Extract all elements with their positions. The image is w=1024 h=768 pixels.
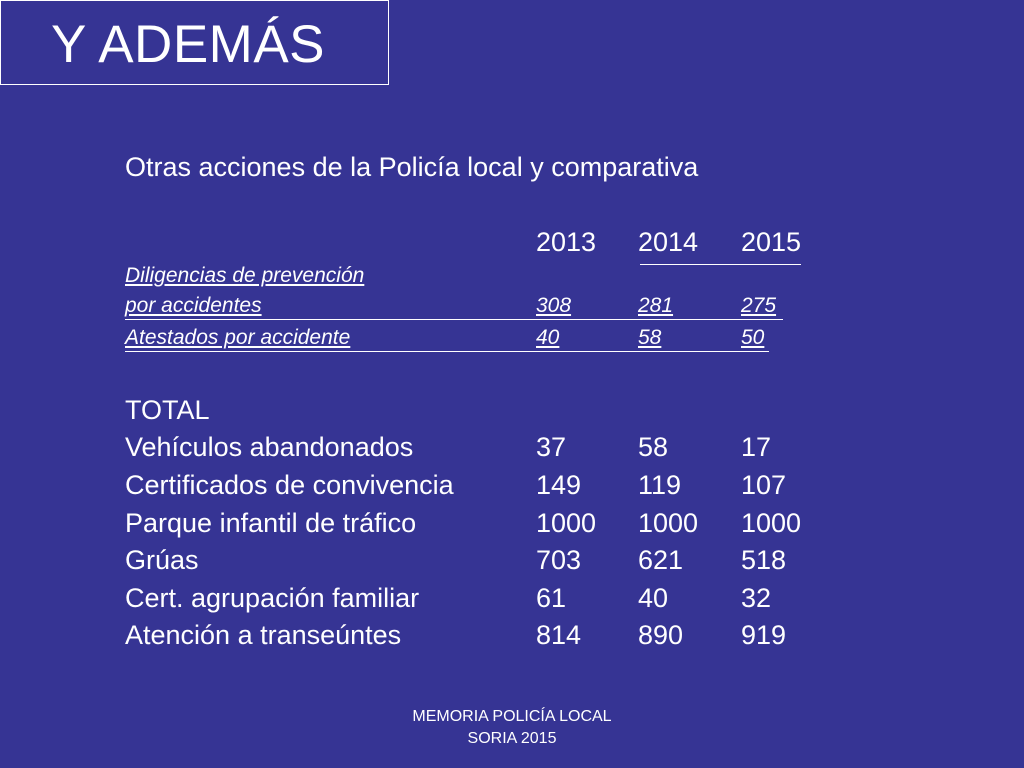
value-2014: 621 bbox=[638, 545, 684, 575]
row-label: Cert. agrupación familiar bbox=[125, 583, 420, 613]
detail-value-2013: 308 bbox=[536, 294, 572, 317]
year-2013: 2013 bbox=[536, 227, 597, 257]
slide-subtitle: Otras acciones de la Policía local y comparativa bbox=[125, 152, 699, 182]
detail-label: por accidentes bbox=[125, 294, 262, 317]
year-2015: 2015 bbox=[741, 227, 802, 257]
row-label: Parque infantil de tráfico bbox=[125, 508, 417, 538]
value-2014: 119 bbox=[638, 470, 682, 500]
value-2013: 37 bbox=[536, 432, 567, 462]
value-2014: 890 bbox=[638, 620, 684, 650]
title-box bbox=[0, 0, 389, 85]
value-2013: 703 bbox=[536, 545, 582, 575]
value-2014: 40 bbox=[638, 583, 669, 613]
row-label: Grúas bbox=[125, 545, 199, 575]
year-underline bbox=[640, 264, 801, 265]
slide-title: Y ADEMÁS bbox=[51, 15, 326, 74]
value-2013: 1000 bbox=[536, 508, 597, 538]
detail-value-2013: 40 bbox=[536, 326, 560, 349]
row-label: Vehículos abandonados bbox=[125, 432, 414, 462]
detail-underline bbox=[125, 319, 783, 320]
value-2015: 518 bbox=[741, 545, 787, 575]
value-2015: 919 bbox=[741, 620, 787, 650]
value-2013: 61 bbox=[536, 583, 567, 613]
value-2014: 58 bbox=[638, 432, 669, 462]
detail-label: Diligencias de prevención bbox=[125, 264, 365, 287]
value-2015: 1000 bbox=[741, 508, 802, 538]
detail-label: Atestados por accidente bbox=[125, 326, 351, 349]
year-2014: 2014 bbox=[638, 227, 699, 257]
detail-underline bbox=[125, 351, 769, 352]
detail-value-2015: 275 bbox=[741, 294, 777, 317]
detail-value-2014: 58 bbox=[638, 326, 662, 349]
value-2015: 17 bbox=[741, 432, 772, 462]
row-label: Certificados de convivencia bbox=[125, 470, 454, 500]
value-2013: 149 bbox=[536, 470, 582, 500]
value-2015: 107 bbox=[741, 470, 787, 500]
value-2015: 32 bbox=[741, 583, 772, 613]
total-heading: TOTAL bbox=[125, 395, 210, 425]
footer-line-2: SORIA 2015 bbox=[467, 730, 557, 747]
detail-value-2015: 50 bbox=[741, 326, 765, 349]
value-2014: 1000 bbox=[638, 508, 699, 538]
detail-value-2014: 281 bbox=[638, 294, 674, 317]
footer-line-1: MEMORIA POLICÍA LOCAL bbox=[412, 708, 612, 725]
value-2013: 814 bbox=[536, 620, 582, 650]
footer bbox=[0, 706, 1024, 750]
row-label: Atención a transeúntes bbox=[125, 620, 402, 650]
